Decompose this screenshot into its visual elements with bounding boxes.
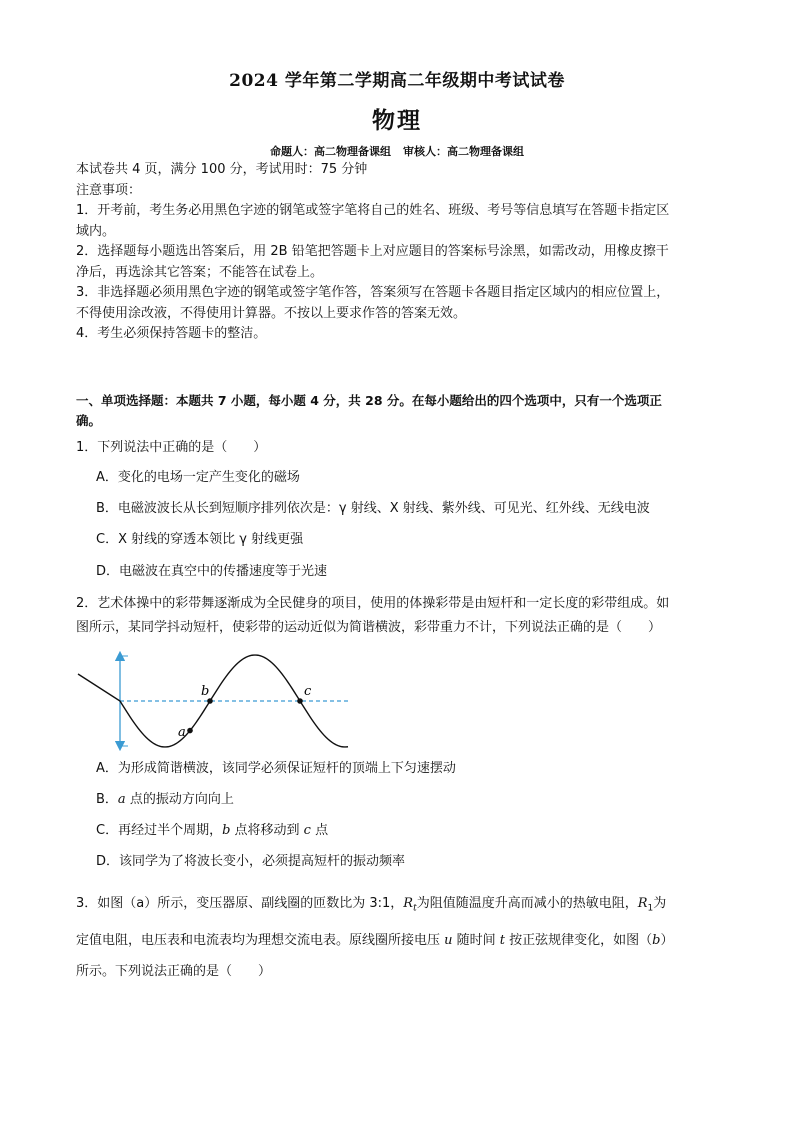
q2-stem-b: 图所示，某同学抖动短杆，使彩带的运动近似为简谐横波，彩带重力不计，下列说法正确的是（ ） [76,620,662,635]
label-a: a [178,725,186,740]
q2-option-c-mid: 点将移动到 [230,823,304,838]
q2-option-c-suffix: 点 [310,823,329,838]
notice-item-1a: 1．开考前，考生务必用黑色字迹的钢笔或签字笔将自己的姓名、班级、考号等信息填写在答题卡指定区 [76,203,670,218]
q3-line-2-c: 按正弦规律变化，如图（ [505,932,653,948]
q2-option-a: A．为形成简谐横波，该同学必须保证短杆的顶端上下匀速摆动 [96,761,456,776]
q3-rt-sub: t [413,903,417,914]
q3-line-1-c: 为 [653,896,667,911]
q2-option-b-var: a [117,792,126,807]
notice-item-3a: 3．非选择题必须用黑色字迹的钢笔或签字笔作答，答案须写在答题卡各题目指定区域内的相应位置上， [76,285,670,300]
q2-option-b-text: 点的振动方向向上 [125,792,234,807]
q3-u-var: u [444,932,453,948]
notice-item-2b: 净后，再选涂其它答案；不能答在试卷上。 [76,264,324,280]
q2-option-b [96,790,722,810]
q3-line-2-a: 定值电阻，电压表和电流表均为理想交流电表。原线圈所接电压 [76,932,445,948]
label-b: b [201,684,210,699]
q3-line-2 [76,925,722,956]
q2-stem [76,593,722,638]
q1-option-b: B．电磁波波长从长到短顺序排列依次是：γ 射线、X 射线、紫外线、可见光、红外线、无线电波 [96,501,650,516]
q1-option-a: A．变化的电场一定产生变化的磁场 [96,470,300,485]
subject-title: 物理 [372,108,422,134]
q2-option-b-prefix: B． [96,792,118,807]
notice-item-1b: 域内。 [76,223,116,239]
q2-option-c-var1: b [222,823,231,838]
exam-title: 2024 学年第二学期高二年级期中考试试卷 [229,71,565,91]
q3-line-2-b: 随时间 [452,932,500,948]
point-c [297,698,303,704]
q3-stem [76,888,722,987]
q2-option-c [96,821,722,841]
q2-stem-a: 2．艺术体操中的彩带舞逐渐成为全民健身的项目，使用的体操彩带是由短杆和一定长度的彩带组成。如 [76,596,670,611]
q1-option-d: D．电磁波在真空中的传播速度等于光速 [96,564,328,579]
q3-r1-sub: 1 [647,903,654,914]
wave-figure [76,648,356,754]
section-heading [76,391,722,431]
notice-item-2a: 2．选择题每小题选出答案后，用 2B 铅笔把答题卡上对应题目的答案标号涂黑，如需改动，用橡皮擦干 [76,244,669,259]
notice-item-3b: 不得使用涂改液，不得使用计算器。不按以上要求作答的答案无效。 [76,305,467,321]
q1-option-c: C．X 射线的穿透本领比 γ 射线更强 [96,532,304,547]
exam-summary: 本试卷共 4 页，满分 100 分，考试用时：75 分钟 [76,162,368,177]
setter: 命题人：高二物理备课组 [270,145,391,158]
q3-fig-b-var: b [652,932,661,948]
point-a [187,728,193,734]
q3-line-1-a: 3．如图（a）所示，变压器原、副线圈的匝数比为 3:1， [76,896,404,911]
q2-option-c-var2: c [303,823,311,838]
point-b [207,698,213,704]
q3-line-2-d: ） [660,932,674,948]
section-line-b: 确。 [76,413,102,428]
q2-option-c-prefix: C．再经过半个周期， [96,823,223,838]
q3-line-1 [76,888,722,925]
reviewer: 审核人：高二物理备课组 [403,145,524,158]
author-line [0,143,794,159]
q3-r1-var: R [637,896,648,911]
section-line-a: 一、单项选择题：本题共 7 小题，每小题 4 分，共 28 分。在每小题给出的四个选项中，只有一个选项正 [76,393,662,408]
q2-option-d: D．该同学为了将波长变小，必须提高短杆的振动频率 [96,854,406,869]
label-c: c [304,684,312,699]
q3-rt-var: R [403,896,414,911]
instructions [76,160,722,345]
notice-heading: 注意事项： [76,182,142,198]
q1-stem: 1．下列说法中正确的是（ ） [76,440,267,455]
q3-line-1-b: 为阻值随温度升高而减小的热敏电阻， [416,896,638,911]
q3-line-3: 所示。下列说法正确的是（ ） [76,963,272,979]
q3-t-var: t [499,932,506,948]
notice-item-4: 4．考生必须保持答题卡的整洁。 [76,326,267,341]
